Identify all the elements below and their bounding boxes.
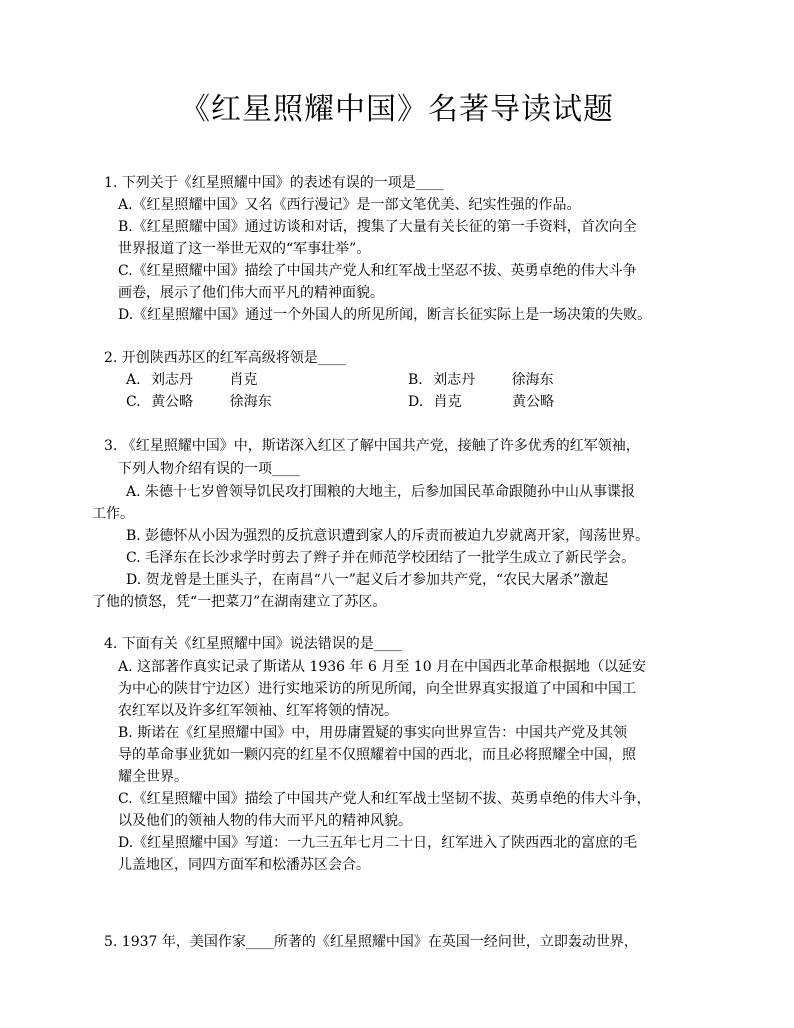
option-name: 刘志丹 [151,372,194,388]
option-name: 徐海东 [511,372,554,388]
question-3-option-d-line1: D. 贺龙曾是土匪头子，在南昌“八一”起义后才参加共产党，“农民大屠杀”激起 [126,572,609,588]
question-3-option-a-line2: 工作。 [92,506,134,522]
question-3-option-b: B. 彭德怀从小因为强烈的反抗意识遭到家人的斥责而被迫九岁就离开家，闯荡世界。 [126,528,650,544]
option-name: 肖克 [229,372,258,388]
question-2-option-a [126,370,257,390]
question-4-option-c-line1: C.《红星照耀中国》描绘了中国共产党人和红军战士坚韧不拔、英勇卓绝的伟大斗争， [118,791,651,807]
question-4-option-c-line2: 以及他们的领袖人物的伟大而平凡的精神风貌。 [118,813,412,829]
question-4-option-b-line3: 耀全世界。 [118,769,188,785]
question-4-option-a-line1: A. 这部著作真实记录了斯诺从 1936 年 6 月至 10 月在中国西北革命根据地（以延安 [118,659,647,675]
question-4-option-d-line2: 儿盖地区，同四方面军和松潘苏区会合。 [118,857,370,873]
page-title: 《红星照耀中国》名著导读试题 [180,92,614,127]
question-4-option-a-line3: 农红军以及许多红军领袖、红军将领的情况。 [118,703,398,719]
question-2-option-c [126,392,272,412]
question-4-option-b-line2: 导的革命事业犹如一颗闪亮的红星不仅照耀着中国的西北，而且必将照耀全中国，照 [118,747,636,763]
option-letter: A. [126,372,141,388]
option-name: 徐海东 [229,394,272,410]
question-1-stem: 1. 下列关于《红星照耀中国》的表述有误的一项是____ [104,175,444,191]
option-name: 肖克 [433,394,462,410]
question-1-option-d: D.《红星照耀中国》通过一个外国人的所见所闻，断言长征实际上是一场决策的失败。 [118,307,652,323]
question-1-option-b-line2: 世界报道了这一举世无双的“军事壮举”。 [118,241,371,257]
option-letter: C. [126,394,141,410]
option-name: 黄公略 [512,394,555,410]
question-3-stem-line1: 3. 《红星照耀中国》中，斯诺深入红区了解中国共产党，接触了许多优秀的红军领袖， [104,438,640,454]
question-3-stem-line2: 下列人物介绍有误的一项____ [118,461,300,477]
option-name: 黄公略 [151,394,194,410]
question-2-option-d [408,392,554,412]
question-2-option-b [408,370,554,390]
question-4-option-d-line1: D.《红星照耀中国》写道：一九三五年七月二十日，红军进入了陕西西北的富庶的毛 [118,835,638,851]
question-4-stem: 4. 下面有关《红星照耀中国》说法错误的是____ [104,636,402,652]
question-4-option-a-line2: 为中心的陕甘宁边区）进行实地采访的所见所闻，向全世界真实报道了中国和中国工 [118,681,636,697]
question-1-option-b-line1: B.《红星照耀中国》通过访谈和对话，搜集了大量有关长征的第一手资料，首次向全 [118,219,637,235]
question-2-stem: 2. 开创陕西苏区的红军高级将领是____ [104,350,346,366]
question-1-option-c-line1: C.《红星照耀中国》描绘了中国共产党人和红军战士坚忍不拔、英勇卓绝的伟大斗争 [118,263,637,279]
question-3-option-c: C. 毛泽东在长沙求学时剪去了辫子并在师范学校团结了一批学生成立了新民学会。 [126,550,636,566]
question-5-stem: 5. 1937 年，美国作家____所著的《红星照耀中国》在英国一经问世，立即轰动世界， [104,934,638,950]
question-4-option-b-line1: B. 斯诺在《红星照耀中国》中，用毋庸置疑的事实向世界宣告：中国共产党及其领 [118,725,628,741]
question-1-option-c-line2: 画卷，展示了他们伟大而平凡的精神面貌。 [118,285,384,301]
option-name: 刘志丹 [433,372,476,388]
question-1-option-a: A.《红星照耀中国》又名《西行漫记》是一部文笔优美、纪实性强的作品。 [118,197,581,213]
option-letter: B. [408,372,423,388]
question-3-option-a-line1: A. 朱德十七岁曾领导饥民攻打围粮的大地主，后参加国民革命跟随孙中山从事谍报 [126,484,636,500]
option-letter: D. [408,394,424,410]
question-3-option-d-line2: 了他的愤怒，凭“一把菜刀”在湖南建立了苏区。 [92,594,387,610]
